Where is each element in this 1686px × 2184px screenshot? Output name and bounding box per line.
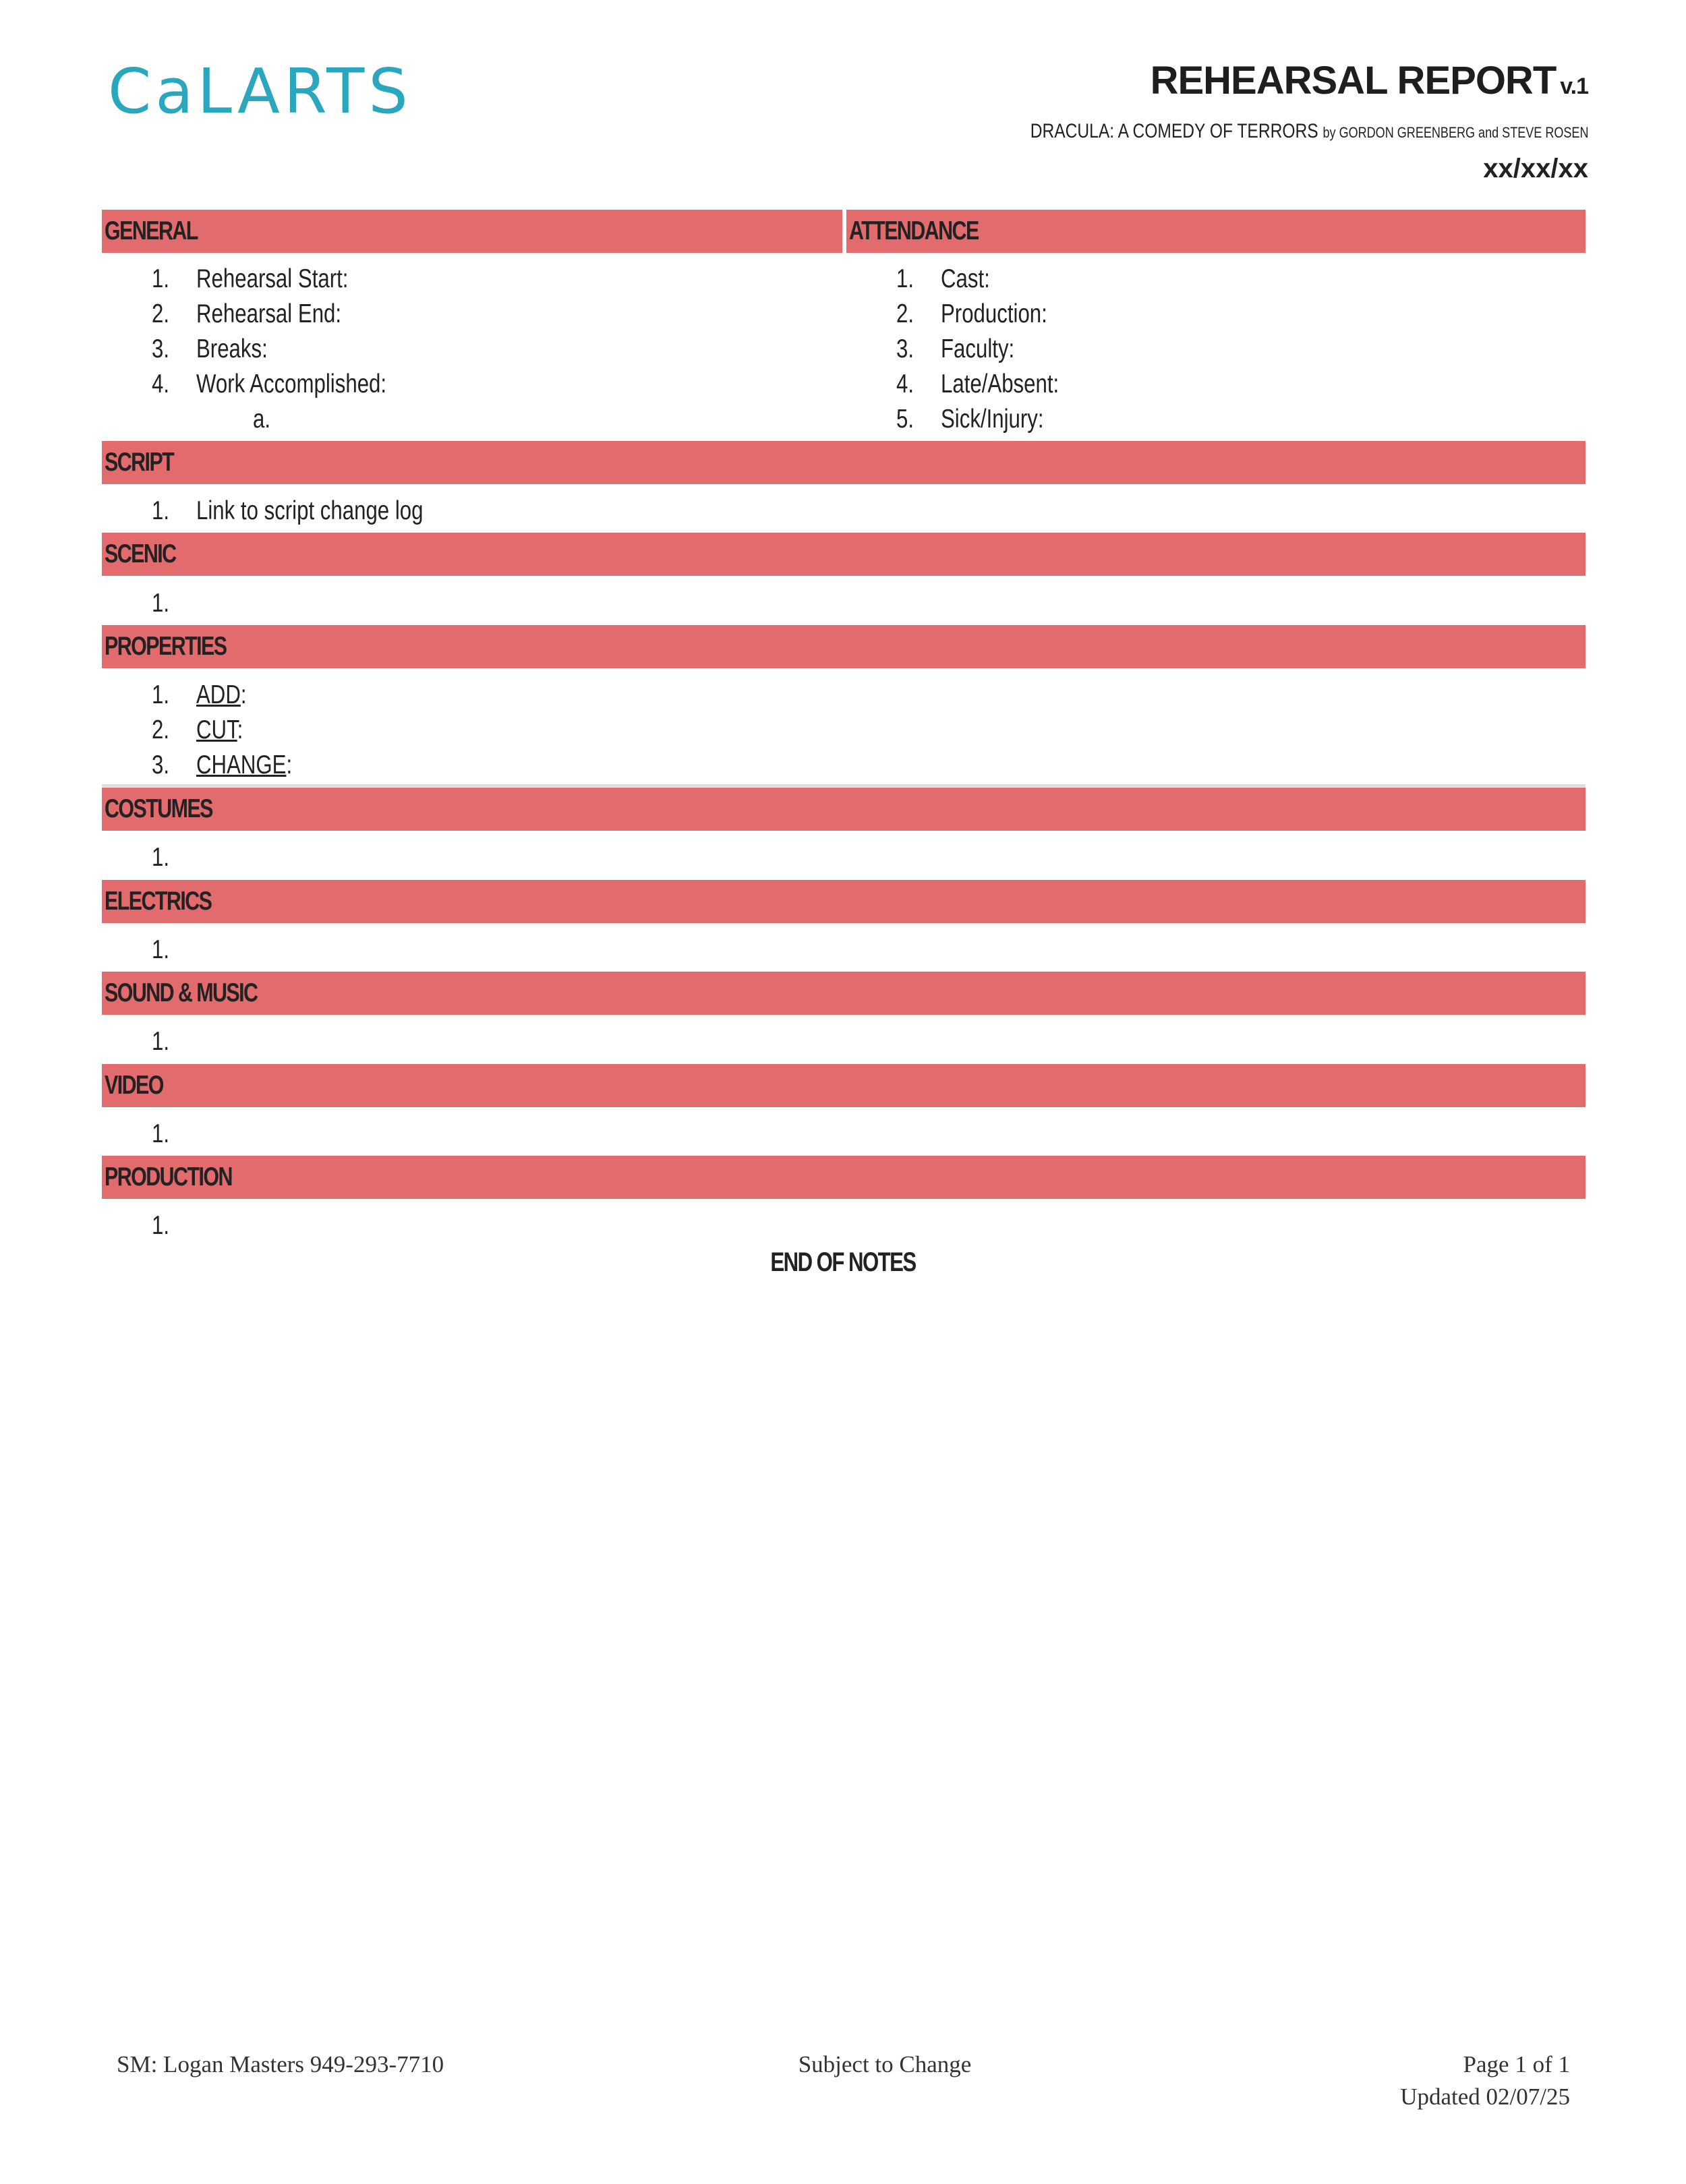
- label-colon: :: [240, 680, 247, 709]
- item-number: 1.: [151, 680, 169, 709]
- section-title: PRODUCTION: [105, 1162, 232, 1191]
- section-header-sound-music: [102, 972, 1586, 1015]
- section-title: SCRIPT: [105, 448, 174, 477]
- item-number: 1.: [151, 843, 169, 872]
- section-header-production: [102, 1156, 1586, 1199]
- section-title: PROPERTIES: [105, 632, 227, 661]
- section-header-electrics: [102, 880, 1586, 923]
- item-number: 2.: [151, 299, 169, 328]
- end-of-notes-text: END OF NOTES: [770, 1247, 916, 1277]
- section-title: SOUND & MUSIC: [105, 978, 258, 1007]
- footer-stage-manager: SM: Logan Masters 949-293-7710: [117, 2051, 444, 2077]
- item-number: 1.: [151, 1211, 169, 1240]
- section-header-scenic: [102, 533, 1586, 576]
- end-of-notes: [0, 1247, 1686, 1278]
- item-text: Faculty:: [941, 334, 1015, 363]
- divider: [102, 784, 1586, 787]
- section-header-attendance: [846, 210, 1586, 253]
- add-label: ADD: [196, 680, 241, 709]
- item-text: Rehearsal End:: [196, 299, 342, 328]
- item-number: 2.: [896, 299, 914, 328]
- item-number: 3.: [896, 334, 914, 363]
- item-text: Rehearsal Start:: [196, 264, 349, 293]
- item-number: 4.: [151, 370, 169, 399]
- report-date: xx/xx/xx: [1483, 154, 1588, 183]
- item-number: a.: [252, 405, 270, 434]
- section-header-general: [102, 210, 842, 253]
- item-number: 1.: [151, 496, 169, 525]
- show-title-line: [1030, 120, 1588, 143]
- item-text: Late/Absent:: [941, 370, 1059, 399]
- report-title: [1151, 58, 1588, 103]
- item-number: 4.: [896, 370, 914, 399]
- section-title: ELECTRICS: [105, 887, 212, 916]
- item-number: 1.: [896, 264, 914, 293]
- item-text: [196, 713, 243, 747]
- item-text: Production:: [941, 299, 1047, 328]
- item-text: Sick/Injury:: [941, 405, 1044, 434]
- section-title: COSTUMES: [105, 794, 212, 823]
- item-number: 3.: [151, 334, 169, 363]
- report-title-text: REHEARSAL REPORT: [1150, 59, 1557, 102]
- item-number: 1.: [151, 1119, 169, 1148]
- section-header-script: [102, 441, 1586, 484]
- item-text: [196, 678, 247, 712]
- item-number: 5.: [896, 405, 914, 434]
- cut-label: CUT: [196, 715, 237, 744]
- calarts-logo: CaLARTS: [108, 55, 412, 127]
- section-title: GENERAL: [105, 216, 198, 245]
- item-text: Work Accomplished:: [196, 370, 387, 399]
- report-version: v.1: [1560, 73, 1588, 99]
- label-colon: :: [237, 715, 243, 744]
- script-change-log-link[interactable]: Link to script change log: [196, 496, 424, 525]
- section-header-video: [102, 1064, 1586, 1107]
- section-title: ATTENDANCE: [849, 216, 979, 245]
- footer-updated-date: Updated 02/07/25: [1400, 2084, 1570, 2110]
- section-header-properties: [102, 625, 1586, 668]
- item-text: Cast:: [941, 264, 990, 293]
- change-label: CHANGE: [196, 750, 287, 779]
- item-number: 1.: [151, 589, 169, 618]
- item-number: 3.: [151, 750, 169, 779]
- section-title: VIDEO: [105, 1071, 163, 1100]
- show-authors: by GORDON GREENBERG and STEVE ROSEN: [1322, 124, 1588, 141]
- item-text: Breaks:: [196, 334, 268, 363]
- footer-page-number: Page 1 of 1: [1463, 2051, 1570, 2077]
- section-header-costumes: [102, 788, 1586, 831]
- footer-subject-to-change: Subject to Change: [798, 2051, 972, 2077]
- label-colon: :: [286, 750, 293, 779]
- item-text: [196, 748, 292, 782]
- item-number: 2.: [151, 715, 169, 744]
- section-title: SCENIC: [105, 539, 176, 568]
- item-number: 1.: [151, 1027, 169, 1056]
- item-number: 1.: [151, 935, 169, 964]
- item-number: 1.: [151, 264, 169, 293]
- show-title: DRACULA: A COMEDY OF TERRORS: [1030, 120, 1318, 142]
